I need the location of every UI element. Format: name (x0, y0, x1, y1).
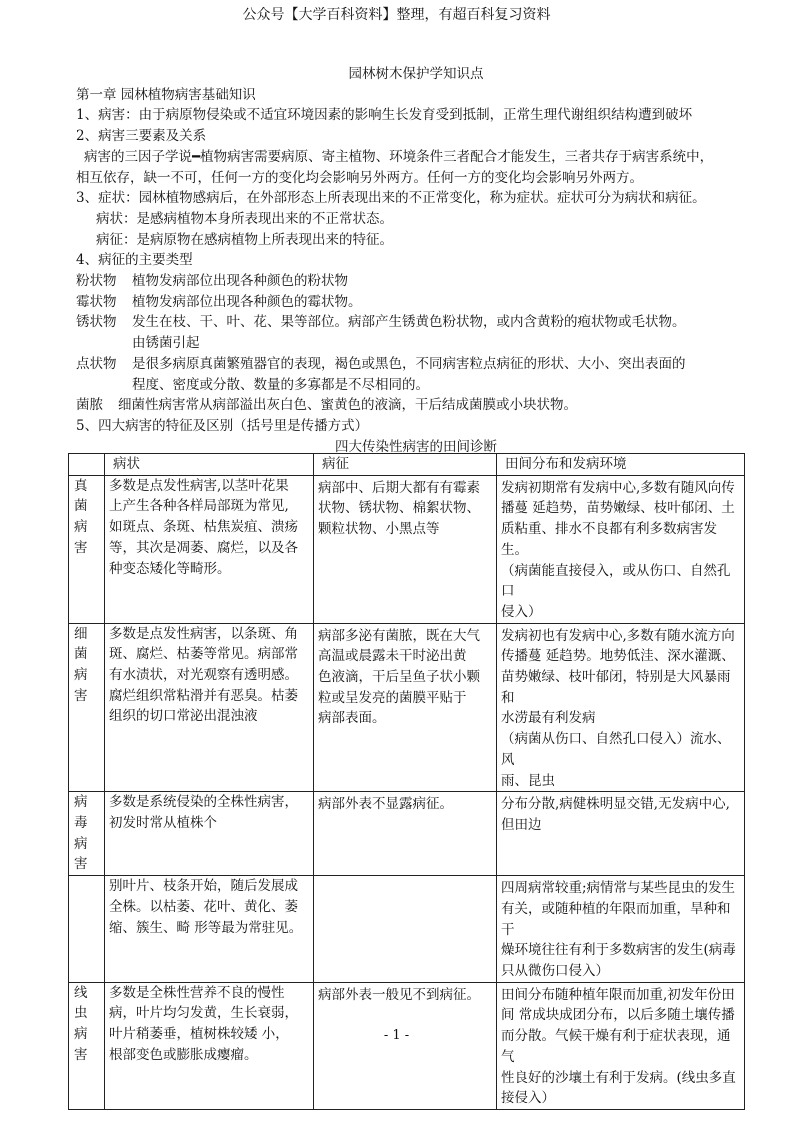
column-header: 田间分布和发病环境 (497, 454, 745, 476)
cell-line: 燥环境往往有利于多数病害的发生(病毒 (501, 942, 736, 959)
cell-line: 如斑点、条斑、枯焦炭疽、溃疡 (109, 519, 298, 536)
cell-line: 有水渍状，对光观察有透明感。 (109, 667, 298, 684)
term: 锈状物 (76, 314, 117, 331)
cell-line: 等，其次是凋萎、腐烂，以及各 (109, 539, 298, 556)
cell-line: 病部多泌有菌脓，既在大气 (318, 627, 480, 644)
cell-line: 病 (74, 519, 88, 536)
cell-line: 腐烂组织常粘滑并有恶臭。枯萎 (109, 687, 298, 704)
cell-line: 全株。以枯萎、花叶、黄化、萎 (109, 898, 298, 915)
definition: 植物发病部位出现各种颜色的霉状物。 (132, 293, 362, 310)
symptom-cell (105, 982, 314, 1109)
table-row (69, 876, 745, 983)
distribution-cell (497, 982, 745, 1109)
disease-type-cell (69, 623, 105, 792)
symptom-type (76, 292, 756, 313)
cell-line: （病菌从伤口、自然孔口侵入）流水、风 (501, 731, 731, 768)
cell-line: 根部变色或膨胀成瘿瘤。 (109, 1046, 258, 1063)
cell-line: 线 (74, 984, 88, 1001)
table-row (69, 792, 745, 876)
cell-line: 传播蔓 延趋势。地势低洼、深水灌溉、 (501, 648, 735, 665)
term: 粉状物 (76, 273, 117, 290)
document-body (76, 64, 756, 457)
cell-line: 虫 (74, 1005, 88, 1022)
sign-cell (314, 982, 497, 1109)
distribution-cell (497, 876, 745, 983)
cell-line: 病 (74, 794, 88, 811)
definition: 细菌性病害常从病部溢出灰白色、蜜黄色的液滴，干后结成菌膜或小块状物。 (118, 397, 577, 414)
distribution-cell (497, 475, 745, 623)
cell-line: 病 (74, 667, 88, 684)
disease-type-cell (69, 792, 105, 876)
cell-line: 病，叶片均匀发黄，生长衰弱， (109, 1005, 298, 1022)
cell-line: 病部外表一般见不到病征。 (318, 986, 480, 1003)
symptom-type (76, 312, 756, 353)
cell-line: 状物、锈状物、棉絮状物、 (318, 500, 480, 517)
cell-line: 病部中、后期大都有有霉素 (318, 479, 480, 496)
sign-cell (314, 623, 497, 792)
cell-line: 多数是系统侵染的全株性病害， (109, 794, 298, 811)
cell-line: 但田边 (501, 816, 542, 833)
sign-cell (314, 475, 497, 623)
disease-type-cell (69, 475, 105, 623)
column-header: 病状 (105, 454, 314, 476)
cell-line: 田间分布随种植年限而加重,初发年份田 (501, 986, 735, 1003)
cell-line: 性良好的沙壤土有利于发病。(线虫多直 (501, 1069, 736, 1086)
cell-line: 颗粒状物、小黑点等 (318, 521, 440, 538)
cell-line: 病部外表不显露病征。 (318, 796, 453, 813)
paragraph: 3、症状：园林植物感病后，在外部形态上所表现出来的不正常变化，称为症状。症状可分为病状和病征。 (76, 190, 706, 207)
paragraph: 相互依存，缺一不可，任何一方的变化均会影响另外两方。任何一方的变化均会影响另外两方。 (76, 169, 643, 186)
distribution-cell (497, 623, 745, 792)
table-row (69, 982, 745, 1109)
cell-line: 水涝最有利发病 (501, 710, 596, 727)
disease-type-cell (69, 876, 105, 983)
sign-cell (314, 876, 497, 983)
cell-line: 害 (74, 687, 88, 704)
cell-line: 发病初也有发病中心,多数有随水流方向 (501, 627, 735, 644)
cell-line: 菌 (74, 646, 88, 663)
symptom-type (76, 354, 756, 395)
column-header: 病征 (314, 454, 497, 476)
page-number: - 1 - (383, 1028, 410, 1043)
document-title: 园林树木保护学知识点 (348, 66, 484, 82)
table-row (69, 623, 745, 792)
symptom-cell (105, 792, 314, 876)
definition-continued: 由锈菌引起 (132, 335, 200, 352)
cell-line: 病部表面。 (318, 710, 386, 727)
symptom-type (76, 395, 756, 416)
sign-cell (314, 792, 497, 876)
column-header (69, 454, 105, 476)
cell-line: 上产生各种各样局部斑为常见, (109, 498, 289, 515)
cell-line: 侵入） (501, 603, 542, 620)
definition: 植物发病部位出现各种颜色的粉状物 (132, 273, 348, 290)
cell-line: 分布分散,病健株明显交错,无发病中心, (501, 796, 730, 813)
cell-line: 细 (74, 625, 88, 642)
cell-line: 色液滴，干后呈鱼子状小颗 (318, 669, 480, 686)
definition-continued: 程度、密度或分散、数量的多寡都是不尽相同的。 (132, 376, 429, 393)
cell-line: 多数是点发性病害，以条斑、角 (109, 625, 298, 642)
cell-line: 病 (74, 1026, 88, 1043)
cell-line: 有关，或随种植的年限而加重，旱种和干 (501, 900, 731, 938)
chapter-heading: 第一章 园林植物病害基础知识 (76, 86, 256, 103)
cell-line: 苗势嫩绿、枝叶郁闭，特别是大风暴雨和 (501, 669, 731, 706)
cell-line: 真 (74, 477, 88, 494)
cell-line: 高温或晨露未干时泌出黄 (318, 648, 467, 665)
cell-line: 组织的切口常泌出混浊液 (109, 708, 258, 725)
cell-line: 多数是全株性营养不良的慢性 (109, 984, 285, 1001)
definition: 是很多病原真菌繁殖器官的表现，褐色或黑色，不同病害粒点病征的形状、大小、突出表面的 (132, 355, 686, 372)
cell-line: 害 (74, 1046, 88, 1063)
table-header-row (69, 454, 745, 476)
paragraph: 病害的三因子学说━植物病害需要病原、寄主植物、环境条件三者配合才能发生，三者共存于病害系统中， (84, 148, 714, 165)
cell-line: （病菌能直接侵入，或从伤口、自然孔口 (501, 562, 731, 600)
page-header: 公众号【大学百科资料】整理，有超百科复习资料 (242, 7, 551, 23)
term: 霉状物 (76, 293, 117, 310)
cell-line: 缩、簇生、畸 形等最为常驻见。 (109, 919, 303, 936)
cell-line: 播蔓 延趋势，苗势嫩绿、枝叶郁闭、土 (501, 500, 735, 517)
cell-line: 间 常成块成团分布，以后多随土壤传播 (501, 1007, 735, 1024)
symptom-type (76, 271, 756, 292)
cell-line: 病 (74, 835, 88, 852)
paragraph: 1、病害：由于病原物侵染或不适宜环境因素的影响生长发育受到抵制，正常生理代谢组织结构遭到破坏 (76, 107, 693, 124)
table-row (69, 475, 745, 623)
cell-line: 种变态矮化等畸形。 (109, 560, 231, 577)
paragraph: 2、病害三要素及关系 (76, 128, 207, 145)
cell-line: 毒 (74, 814, 88, 831)
cell-line: 接侵入） (501, 1090, 555, 1107)
paragraph: 5、四大病害的特征及区别（括号里是传播方式） (76, 417, 369, 434)
symptom-cell (105, 475, 314, 623)
table-caption: 四大传染性病害的田间诊断 (335, 438, 497, 455)
cell-line: 四周病常较重;病情常与某些昆虫的发生 (501, 880, 736, 897)
cell-line: 发病初期常有发病中心,多数有随风向传 (501, 479, 735, 496)
cell-line: 而分散。气候干燥有利于症状表现，通气 (501, 1028, 731, 1065)
cell-line: 菌 (74, 498, 88, 515)
paragraph: 病状：是感病植物本身所表现出来的不正常状态。 (96, 210, 393, 227)
cell-line: 叶片稍萎垂，植树株较矮 小， (109, 1026, 289, 1043)
cell-line: 雨、昆虫 (501, 772, 555, 789)
term: 菌脓 (76, 397, 103, 414)
cell-line: 多数是点发性病害,以茎叶花果 (109, 477, 289, 494)
symptom-cell (105, 876, 314, 983)
cell-line: 只从微伤口侵入） (501, 963, 609, 980)
definition: 发生在枝、干、叶、花、果等部位。病部产生锈黄色粉状物，或内含黄粉的疱状物或毛状物。 (132, 314, 686, 331)
cell-line: 初发时常从植株个 (109, 814, 217, 831)
symptom-cell (105, 623, 314, 792)
symptom-types (76, 271, 756, 395)
cell-line: 质粘重、排水不良都有利多数病害发生。 (501, 521, 717, 558)
disease-type-cell (69, 982, 105, 1109)
cell-line: 别叶片、枝条开始，随后发展成 (109, 878, 298, 895)
cell-line: 斑、腐烂、枯萎等常见。病部常 (109, 646, 298, 663)
diagnosis-table (68, 453, 745, 1110)
cell-line: 害 (74, 856, 88, 873)
distribution-cell (497, 792, 745, 876)
term: 点状物 (76, 355, 117, 372)
cell-line: 粒或呈发亮的菌膜平贴于 (318, 689, 467, 706)
cell-line: 害 (74, 539, 88, 556)
paragraph: 4、病征的主要类型 (76, 252, 193, 269)
paragraph: 病征：是病原物在感病植物上所表现出来的特征。 (96, 231, 393, 248)
